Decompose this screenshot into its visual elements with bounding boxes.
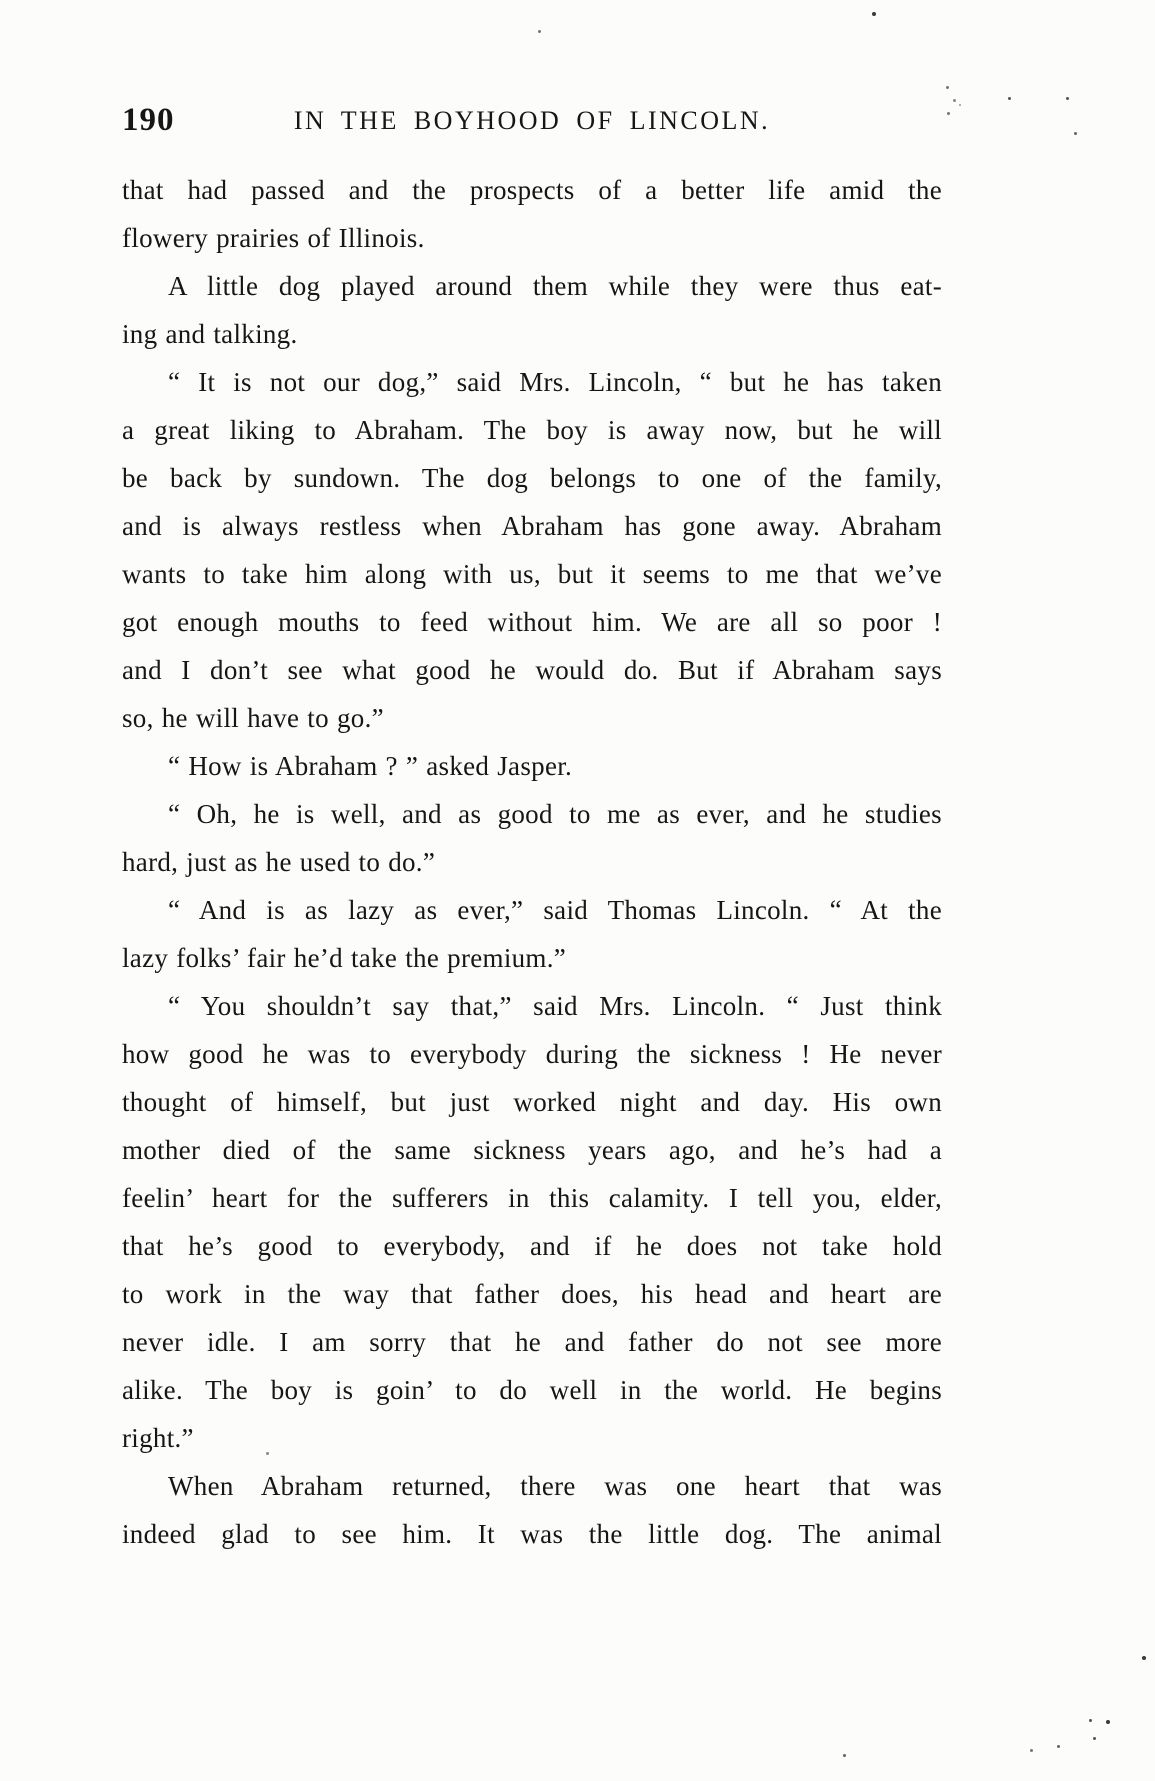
text-line: “ And is as lazy as ever,” said Thomas Lincoln. “ At the [168, 895, 942, 925]
text-line: “ You shouldn’t say that,” said Mrs. Lincoln. “ Just think [168, 991, 942, 1021]
text-line: hard, just as he used to do.” [122, 847, 436, 877]
scan-speck [1008, 97, 1011, 100]
scan-speck [1093, 1737, 1096, 1740]
text-line: thought of himself, but just worked night and day. His own [122, 1087, 942, 1117]
text-line: to work in the way that father does, his head and heart are [122, 1279, 942, 1309]
scan-speck [1030, 1749, 1033, 1752]
text-line: feelin’ heart for the sufferers in this calamity. I tell you, elder, [122, 1183, 942, 1213]
text-line: lazy folks’ fair he’d take the premium.” [122, 943, 567, 973]
scan-speck [1106, 1720, 1110, 1724]
text-line: how good he was to everybody during the sickness ! He never [122, 1039, 942, 1069]
text-line: ing and talking. [122, 319, 298, 349]
paragraph [122, 982, 942, 1462]
scan-speck [1066, 97, 1069, 100]
text-line: that had passed and the prospects of a better life amid the [122, 175, 942, 205]
text-line: a great liking to Abraham. The boy is away now, but he will [122, 415, 942, 445]
text-line: “ Oh, he is well, and as good to me as ever, and he studies [168, 799, 942, 829]
text-line: never idle. I am sorry that he and father do not see more [122, 1327, 942, 1357]
text-line: “ It is not our dog,” said Mrs. Lincoln, “ but he has taken [168, 367, 942, 397]
scan-speck [266, 1452, 269, 1455]
text-line: be back by sundown. The dog belongs to one of the family, [122, 463, 942, 493]
scan-speck [843, 1754, 846, 1757]
running-head-title: IN THE BOYHOOD OF LINCOLN. [293, 106, 771, 135]
running-header [122, 98, 942, 150]
paragraph [122, 262, 942, 358]
page-number: 190 [122, 102, 175, 138]
paragraph [122, 166, 942, 262]
scan-speck [1142, 1656, 1146, 1660]
text-line: got enough mouths to feed without him. We are all so poor ! [122, 607, 942, 637]
scan-speck [538, 30, 541, 33]
page-body [122, 166, 942, 1558]
text-line: and is always restless when Abraham has gone away. Abraham [122, 511, 942, 541]
text-line: indeed glad to see him. It was the little dog. The animal [122, 1519, 942, 1549]
paragraph [122, 886, 942, 982]
scan-speck [872, 12, 876, 16]
text-line: so, he will have to go.” [122, 703, 384, 733]
scan-speck [959, 104, 961, 106]
text-line: mother died of the same sickness years ago, and he’s had a [122, 1135, 942, 1165]
text-line: wants to take him along with us, but it seems to me that we’ve [122, 559, 942, 589]
text-line: When Abraham returned, there was one heart that was [168, 1471, 942, 1501]
text-line: A little dog played around them while they were thus eat- [168, 271, 942, 301]
text-line: and I don’t see what good he would do. But if Abraham says [122, 655, 942, 685]
text-line: flowery prairies of Illinois. [122, 223, 425, 253]
paragraph [122, 1462, 942, 1558]
text-line: alike. The boy is goin’ to do well in the world. He begins [122, 1375, 942, 1405]
scan-speck [946, 86, 949, 89]
scan-speck [1089, 1719, 1092, 1722]
text-line: that he’s good to everybody, and if he does not take hold [122, 1231, 942, 1261]
scan-speck [1074, 132, 1077, 135]
paragraph [122, 358, 942, 742]
text-line: “ How is Abraham ? ” asked Jasper. [168, 751, 573, 781]
scan-speck [953, 99, 956, 102]
scan-speck [947, 112, 950, 115]
scan-speck [1057, 1745, 1060, 1748]
text-line: right.” [122, 1423, 194, 1453]
paragraph [122, 742, 942, 790]
paragraph [122, 790, 942, 886]
